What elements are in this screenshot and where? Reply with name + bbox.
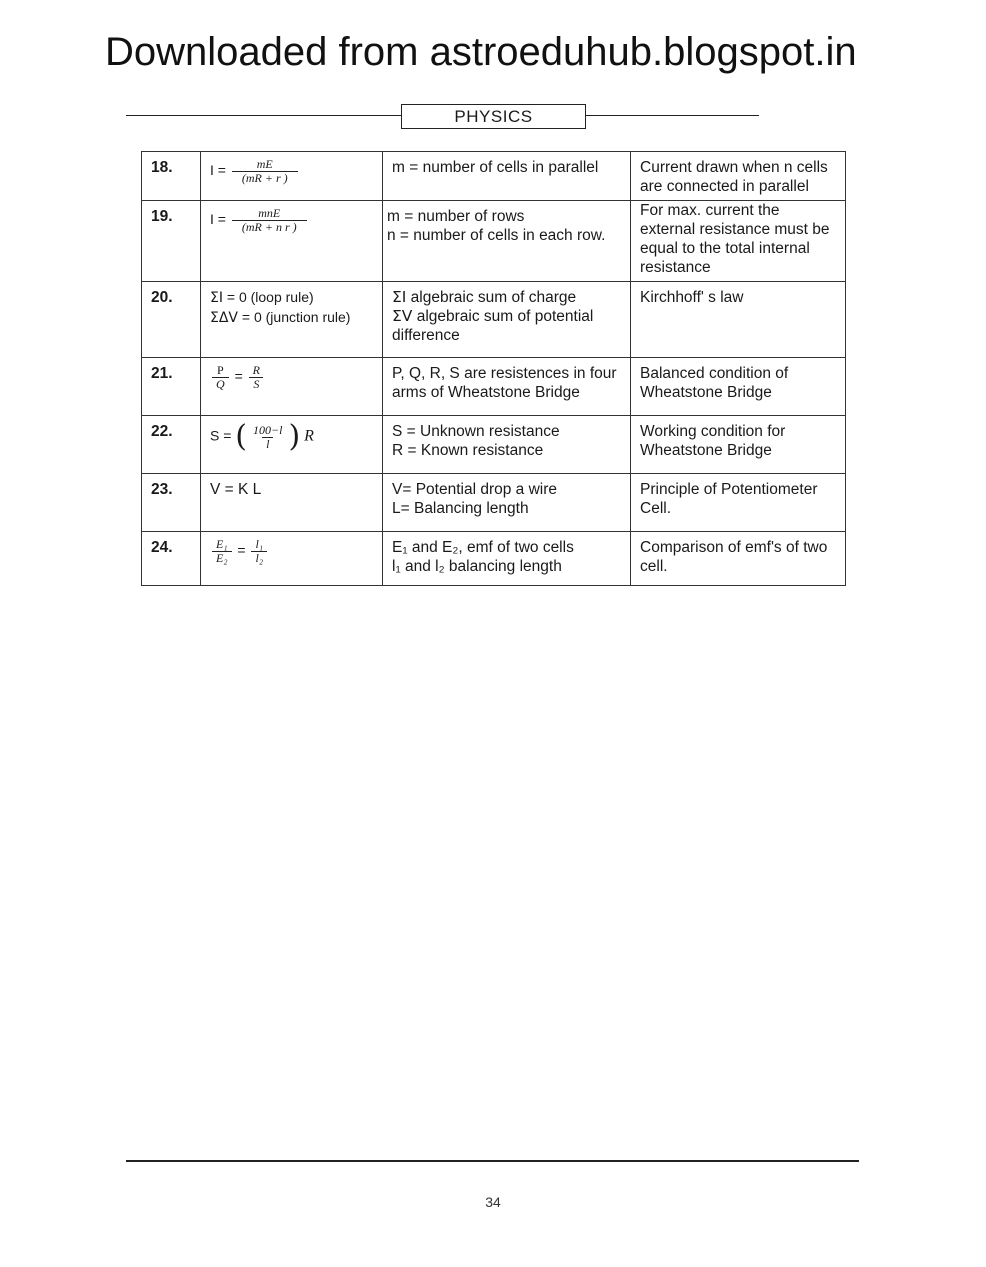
note-line: Kirchhoff' s law xyxy=(640,289,744,306)
description-cell xyxy=(383,474,631,532)
note-cell xyxy=(631,532,846,586)
note-cell xyxy=(631,152,846,201)
row-number: 20. xyxy=(142,282,201,358)
formula-line xyxy=(210,308,376,328)
header-rule-left xyxy=(126,115,402,116)
description-line: P, Q, R, S are resistences in four xyxy=(392,365,617,382)
description-cell xyxy=(383,282,631,358)
fraction-numerator: R xyxy=(252,363,260,377)
table-row xyxy=(142,358,846,416)
fraction xyxy=(232,158,298,185)
note-line: resistance xyxy=(640,259,711,276)
note-line: cell. xyxy=(640,558,668,575)
fraction xyxy=(249,424,286,451)
formula-text: = 0 (loop rule) xyxy=(222,289,314,305)
description-line: V= Potential drop a wire xyxy=(392,481,557,498)
description-line: m = number of rows xyxy=(387,208,525,225)
description-line: S = Unknown resistance xyxy=(392,423,560,440)
description-line: n = number of cells in each row. xyxy=(387,227,606,244)
subject-heading: PHYSICS xyxy=(401,104,586,129)
formula-table xyxy=(141,151,846,586)
table-row xyxy=(142,201,846,282)
note-line: Wheatstone Bridge xyxy=(640,384,772,401)
note-line: Working condition for xyxy=(640,423,786,440)
table-row xyxy=(142,532,846,586)
left-paren: ( xyxy=(235,419,248,454)
description-cell xyxy=(383,532,631,586)
description-text: algebraic sum of potential xyxy=(412,308,594,325)
fraction-numerator: 100−l xyxy=(253,422,283,437)
note-cell xyxy=(631,474,846,532)
description-line: l₁ and l₂ balancing length xyxy=(392,558,562,575)
description-line: arms of Wheatstone Bridge xyxy=(392,384,580,401)
download-banner: Downloaded from astroeduhub.blogspot.in xyxy=(105,30,857,74)
description-line xyxy=(392,307,624,326)
row-number: 21. xyxy=(142,358,201,416)
formula-lhs: S = xyxy=(210,427,232,444)
note-cell xyxy=(631,416,846,474)
table-row xyxy=(142,282,846,358)
fraction-numerator: P xyxy=(216,363,224,377)
note-line: For max. current the xyxy=(640,202,780,219)
formula-rhs: R xyxy=(304,427,314,445)
page-number: 34 xyxy=(485,1194,501,1210)
note-cell xyxy=(631,358,846,416)
description-cell xyxy=(383,152,631,201)
row-number: 22. xyxy=(142,416,201,474)
fraction xyxy=(232,207,307,234)
right-paren: ) xyxy=(288,419,301,454)
fraction-numerator: mE xyxy=(256,157,273,171)
sigma-symbol: ΣΔV xyxy=(210,310,238,326)
sigma-symbol: ΣV xyxy=(392,307,413,325)
description-line: difference xyxy=(392,327,460,344)
formula-cell xyxy=(201,282,383,358)
description-cell xyxy=(383,201,631,282)
fraction xyxy=(251,538,267,565)
note-line: Principle of Potentiometer xyxy=(640,481,818,498)
row-number: 18. xyxy=(142,152,201,201)
note-line: are connected in parallel xyxy=(640,178,809,195)
formula-text: = 0 (junction rule) xyxy=(238,309,351,325)
formula-cell xyxy=(201,474,383,532)
formula-cell xyxy=(201,201,383,282)
fraction xyxy=(249,364,264,391)
formula-cell xyxy=(201,532,383,586)
formula-line xyxy=(210,288,376,308)
equals-sign: = xyxy=(234,368,243,385)
fraction-denominator: S xyxy=(249,377,263,391)
note-line: external resistance must be xyxy=(640,221,830,238)
note-line: Current drawn when n cells xyxy=(640,159,828,176)
formula-lhs: I = xyxy=(210,162,226,179)
formula-text: V = K L xyxy=(210,481,262,498)
description-line: m = number of cells in parallel xyxy=(392,159,599,176)
formula-lhs: I = xyxy=(210,211,226,228)
fraction-denominator: (mR + r ) xyxy=(232,171,298,185)
fraction-denominator: l₂ xyxy=(251,551,267,565)
note-line: Balanced condition of xyxy=(640,365,789,382)
row-number: 23. xyxy=(142,474,201,532)
fraction-numerator: l₁ xyxy=(255,537,263,551)
fraction-denominator: E₂ xyxy=(212,551,232,565)
fraction xyxy=(212,364,229,391)
note-line: Wheatstone Bridge xyxy=(640,442,772,459)
row-number: 19. xyxy=(142,201,201,282)
table-row xyxy=(142,416,846,474)
table-row xyxy=(142,152,846,201)
note-cell xyxy=(631,282,846,358)
description-line: R = Known resistance xyxy=(392,442,544,459)
note-line: equal to the total internal xyxy=(640,240,810,257)
footer-rule xyxy=(126,1160,859,1162)
equals-sign: = xyxy=(237,542,246,559)
formula-cell xyxy=(201,152,383,201)
fraction-denominator: Q xyxy=(212,377,229,391)
description-text: algebraic sum of charge xyxy=(406,289,577,306)
row-number: 24. xyxy=(142,532,201,586)
note-line: Comparison of emf's of two xyxy=(640,539,828,556)
sigma-symbol: ΣI xyxy=(392,288,407,306)
sigma-symbol: ΣI xyxy=(210,290,223,306)
fraction-denominator: l xyxy=(262,437,273,451)
header-rule-right xyxy=(585,115,759,116)
fraction xyxy=(212,538,232,565)
note-line: Cell. xyxy=(640,500,672,517)
formula-cell xyxy=(201,416,383,474)
description-line: E₁ and E₂, emf of two cells xyxy=(392,539,574,556)
description-line xyxy=(392,288,624,307)
description-cell xyxy=(383,358,631,416)
fraction-numerator: mnE xyxy=(258,206,281,220)
table-row xyxy=(142,474,846,532)
description-line: L= Balancing length xyxy=(392,500,529,517)
description-cell xyxy=(383,416,631,474)
formula-cell xyxy=(201,358,383,416)
fraction-numerator: E₁ xyxy=(216,537,228,551)
fraction-denominator: (mR + n r ) xyxy=(232,220,307,234)
note-cell xyxy=(631,201,846,282)
